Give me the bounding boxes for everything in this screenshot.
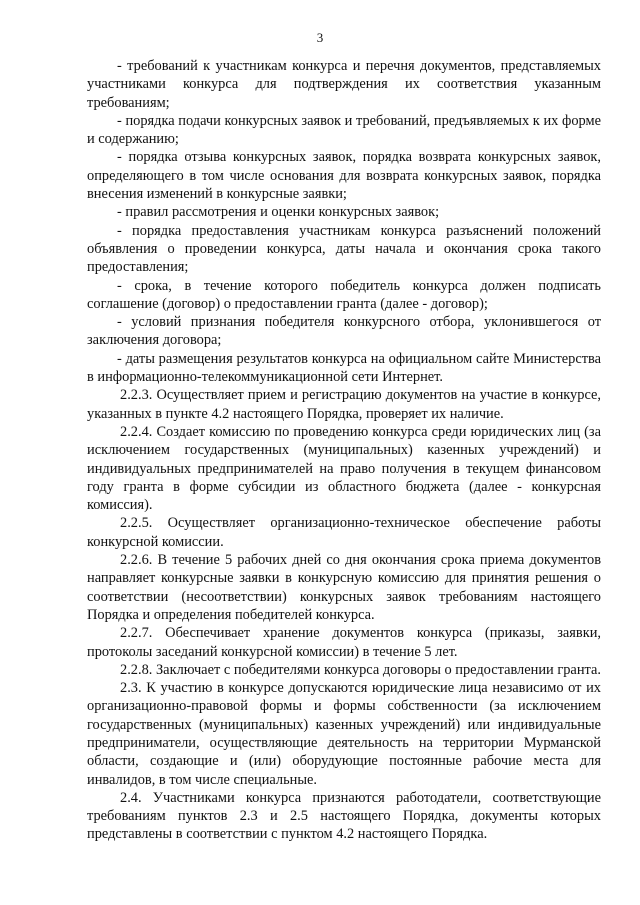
- clause-2-3: 2.3. К участию в конкурсе допускаются юридические лица независимо от их организационно-правовой формы и формы собственности (за исключением государственных (муниципальных) казенных учреждений) или индивидуальные предприниматели, осуществляющие деятельность на территории Мурманской области, создающие и (или) оборудующие постоянные рабочие места для инвалидов, в том числе специальные.: [87, 680, 601, 788]
- list-item-application-procedure: - порядка подачи конкурсных заявок и требований, предъявляемых к их форме и содержанию;: [87, 112, 601, 148]
- clause-2-2-7: 2.2.7. Обеспечивает хранение документов конкурса (приказы, заявки, протоколы заседаний конкурсной комиссии) в течение 5 лет.: [87, 625, 601, 660]
- list-item-signing-deadline: - срока, в течение которого победитель конкурса должен подписать соглашение (договор) о предоставлении гранта (далее - договор);: [87, 277, 601, 312]
- clause-2-2-5: 2.2.5. Осуществляет организационно-техническое обеспечение работы конкурсной комиссии.: [87, 515, 601, 550]
- clause-2-4: 2.4. Участниками конкурса признаются работодатели, соответствующие требованиям пунктов 2.3 и 2.5 настоящего Порядка, документы которых представлены в соответствии с пунктом 4.2 настоящего Порядка.: [87, 789, 601, 843]
- list-item-results-publication: - даты размещения результатов конкурса на официальном сайте Министерства в информационно-телекоммуникационной сети Интернет.: [87, 350, 601, 386]
- list-item-evasion-conditions: - условий признания победителя конкурсного отбора, уклонившегося от заключения договора;: [87, 314, 601, 349]
- list-item-participant-requirements: - требований к участникам конкурса и перечня документов, представляемых участниками конкурса для подтверждения их соответствия указанным требованиям;: [87, 58, 601, 111]
- clause-2-2-8: 2.2.8. Заключает с победителями конкурса договоры о предоставлении гранта.: [120, 661, 601, 678]
- list-item-application-withdrawal: - порядка отзыва конкурсных заявок, порядка возврата конкурсных заявок, определяющего в том числе основания для возврата конкурсных заявок, порядка внесения изменений в конкурсные заявки;: [87, 149, 601, 203]
- document-body: [87, 57, 601, 844]
- clause-2-2-4: 2.2.4. Создает комиссию по проведению конкурса среди юридических лиц (за исключением государственных (муниципальных) казенных учреждений) и индивидуальных предпринимателей на право получения в текущем финансовом году гранта в форме субсидии из областного бюджета (далее - конкурсная комиссия).: [87, 423, 601, 514]
- clause-2-2-6: 2.2.6. В течение 5 рабочих дней со дня окончания срока приема документов направляет конкурсные заявки в конкурсную комиссию для принятия решения о соответствии (несоответствии) конкурсных заявок требованиям настоящего Порядка и определения победителей конкурса.: [87, 552, 601, 623]
- list-item-evaluation-rules: - правил рассмотрения и оценки конкурсных заявок;: [117, 204, 440, 221]
- clause-2-2-3: 2.2.3. Осуществляет прием и регистрацию документов на участие в конкурсе, указанных в пункте 4.2 настоящего Порядка, проверяет их наличие.: [87, 387, 601, 422]
- list-item-clarifications: - порядка предоставления участникам конкурса разъяснений положений объявления о проведении конкурса, даты начала и окончания срока такого предоставления;: [87, 222, 601, 276]
- page-number: 3: [316, 30, 324, 45]
